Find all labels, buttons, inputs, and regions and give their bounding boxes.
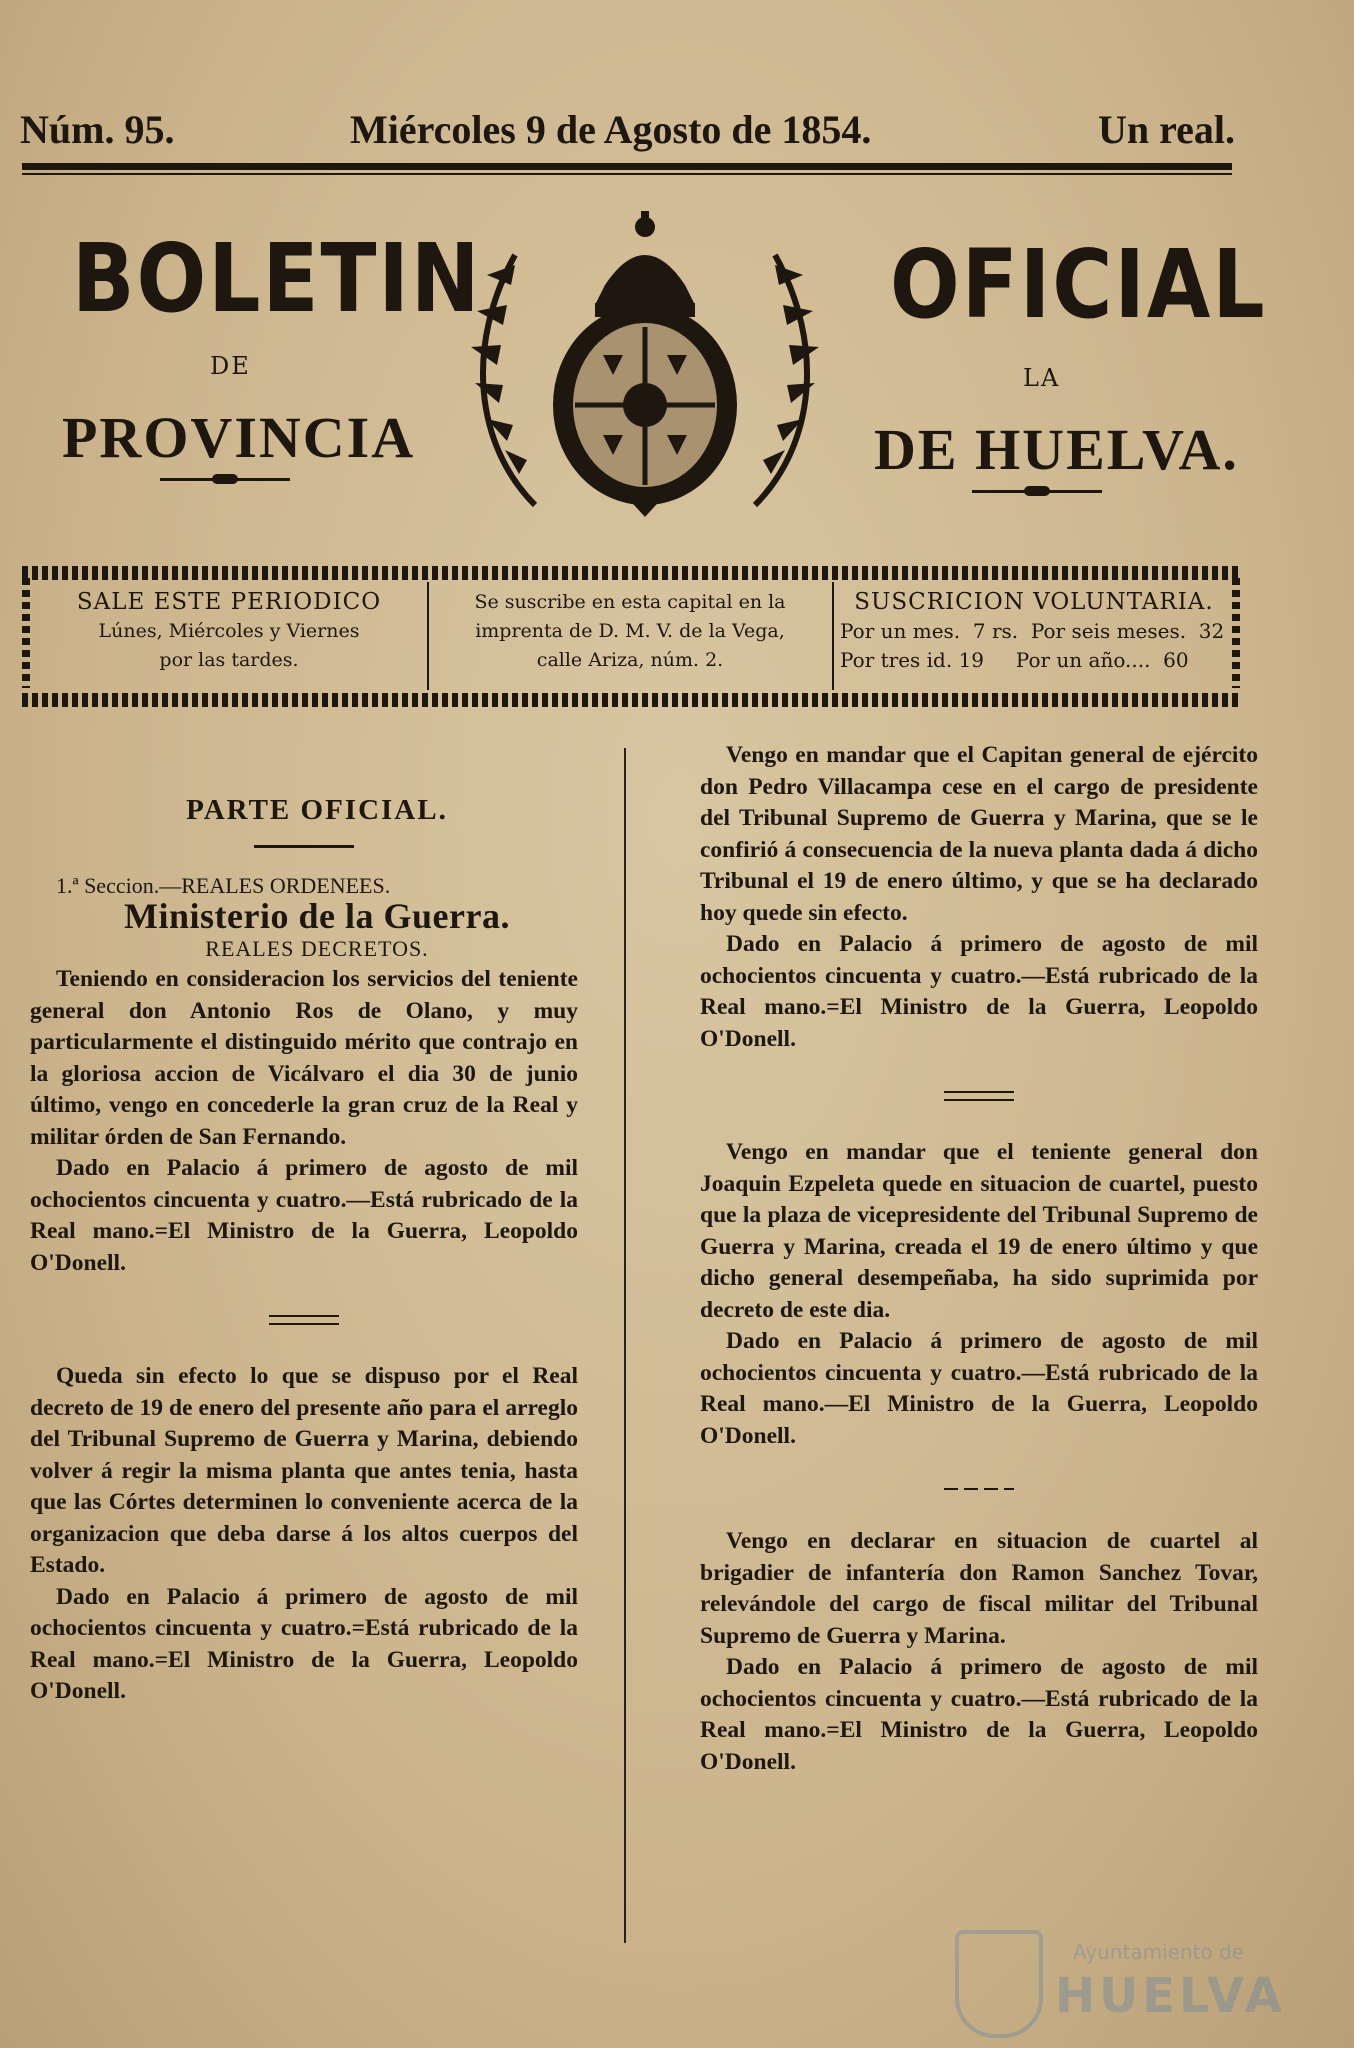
title-ornament-right bbox=[972, 490, 1102, 493]
ministry-heading: Ministerio de la Guerra. bbox=[124, 896, 510, 936]
watermark-line1: Ayuntamiento de bbox=[1073, 1940, 1245, 1964]
right-column bbox=[700, 740, 1258, 1778]
info-suscribe-line: Se suscribe en esta capital en la bbox=[474, 591, 786, 613]
info-box-left-border bbox=[22, 578, 30, 688]
masthead-rule bbox=[22, 163, 1232, 170]
info-suscribe-line: calle Ariza, núm. 2. bbox=[536, 649, 724, 671]
article-paragraph: Vengo en declarar en situacion de cuartel al brigadier de infantería don Ramon Sanchez Tovar, relevándole del cargo de fiscal militar del Tribunal Supremo de Guerra y Marina. bbox=[700, 1528, 1258, 1649]
info-periodico-line: por las tardes. bbox=[159, 649, 299, 671]
title-provincia: PROVINCIA bbox=[62, 405, 416, 470]
article-paragraph: Queda sin efecto lo que se dispuso por el Real decreto de 19 de enero del presente año para el arreglo del Tribunal Supremo de Guerra y Marina, debiendo volver á regir la misma planta que antes tenia, hasta que las Córtes determinen lo conveniente acerca de la organizacion que deba darse á los altos cuerpos del Estado. bbox=[30, 1363, 578, 1578]
section-title: PARTE OFICIAL. bbox=[186, 794, 448, 826]
masthead-rule-thin bbox=[22, 173, 1232, 175]
coat-of-arms-icon bbox=[455, 205, 835, 525]
info-box-top-rule bbox=[22, 566, 1242, 580]
info-periodico-line: Lúnes, Miércoles y Viernes bbox=[98, 620, 360, 642]
masthead-topline bbox=[20, 100, 1235, 160]
left-column bbox=[30, 795, 578, 1708]
article-separator bbox=[944, 1488, 1014, 1490]
section-subtitle: 1.ª Seccion.—REALES ORDENEES. bbox=[56, 872, 391, 898]
article-separator bbox=[944, 1091, 1014, 1101]
article-signature: Dado en Palacio á primero de agosto de mil ochocientos cincuenta y cuatro.—Está rubricado de la Real mano.=El Ministro de la Guerra, Leopoldo O'Donell. bbox=[700, 931, 1258, 1052]
issue-price: Un real. bbox=[1097, 107, 1235, 152]
info-periodico-head: SALE ESTE PERIODICO bbox=[76, 589, 382, 615]
article-paragraph: Vengo en mandar que el teniente general don Joaquin Ezpeleta quede en situacion de cuartel, puesto que la plaza de vicepresidente del Tribunal Supremo de Guerra y Marina, creada el 19 de enero último y que dicho general desempeñaba, ha sido suprimida por decreto de este dia. bbox=[700, 1139, 1258, 1323]
title-la: LA bbox=[1023, 364, 1061, 392]
info-box-divider bbox=[832, 582, 834, 690]
article-signature: Dado en Palacio á primero de agosto de mil ochocientos cincuenta y cuatro.=Está rubricado de la Real mano.=El Ministro de la Guerra, Leopoldo O'Donell. bbox=[30, 1583, 578, 1704]
article-signature: Dado en Palacio á primero de agosto de mil ochocientos cincuenta y cuatro.—Está rubricado de la Real mano.=El Ministro de la Guerra, Leopoldo O'Donell. bbox=[30, 1155, 578, 1276]
archive-watermark bbox=[955, 1930, 1286, 2030]
info-rate-line: Por un mes. 7 rs. Por seis meses. 32 bbox=[840, 619, 1225, 643]
column-divider bbox=[624, 748, 626, 1943]
info-subscription-rates bbox=[840, 588, 1228, 675]
article-paragraph: Vengo en mandar que el Capitan general de ejército don Pedro Villacampa cese en el cargo de presidente del Tribunal Supremo de Guerra y Marina, que se le confirió á consecuencia de la nueva planta dada á dicho Tribunal el 19 de enero último, y que se ha declarado hoy quede sin efecto. bbox=[700, 742, 1258, 926]
info-box-bottom-rule bbox=[22, 693, 1242, 707]
info-box-right-border bbox=[1232, 578, 1240, 688]
issue-date: Miércoles 9 de Agosto de 1854. bbox=[350, 107, 872, 152]
info-suscribe-line: imprenta de D. M. V. de la Vega, bbox=[475, 620, 785, 642]
city-shield-icon bbox=[955, 1930, 1043, 2038]
info-box-divider bbox=[427, 582, 429, 690]
article-signature: Dado en Palacio á primero de agosto de mil ochocientos cincuenta y cuatro.—Está rubricado de la Real mano.=El Ministro de la Guerra, Leopoldo O'Donell. bbox=[700, 1654, 1258, 1775]
info-subscription-place bbox=[440, 588, 820, 675]
decrees-heading: REALES DECRETOS. bbox=[205, 935, 429, 961]
watermark-line2: HUELVA bbox=[1055, 1968, 1286, 2024]
title-de: DE bbox=[210, 352, 251, 380]
info-suscricion-head: SUSCRICION VOLUNTARIA. bbox=[854, 589, 1214, 615]
issue-number: Núm. 95. bbox=[20, 107, 175, 152]
title-oficial: OFICIAL bbox=[890, 230, 1267, 341]
info-rate-line: Por tres id. 19 Por un año.... 60 bbox=[840, 648, 1189, 672]
title-ornament-left bbox=[160, 478, 290, 481]
section-rule bbox=[254, 845, 354, 848]
article-paragraph: Teniendo en consideracion los servicios del teniente general don Antonio Ros de Olano, y muy particularmente el distinguido mérito que contrajo en la gloriosa accion de Vicálvaro el dia 30 de junio último, vengo en concederle la gran cruz de la Real y militar órden de San Fernando. bbox=[30, 966, 578, 1150]
title-boletin: BOLETIN bbox=[72, 224, 482, 335]
article-separator bbox=[269, 1315, 339, 1325]
article-signature: Dado en Palacio á primero de agosto de mil ochocientos cincuenta y cuatro.—Está rubricado de la Real mano.—El Ministro de la Guerra, Leopoldo O'Donell. bbox=[700, 1328, 1258, 1449]
info-publication-days bbox=[44, 588, 414, 675]
title-huelva: DE HUELVA. bbox=[874, 417, 1239, 482]
